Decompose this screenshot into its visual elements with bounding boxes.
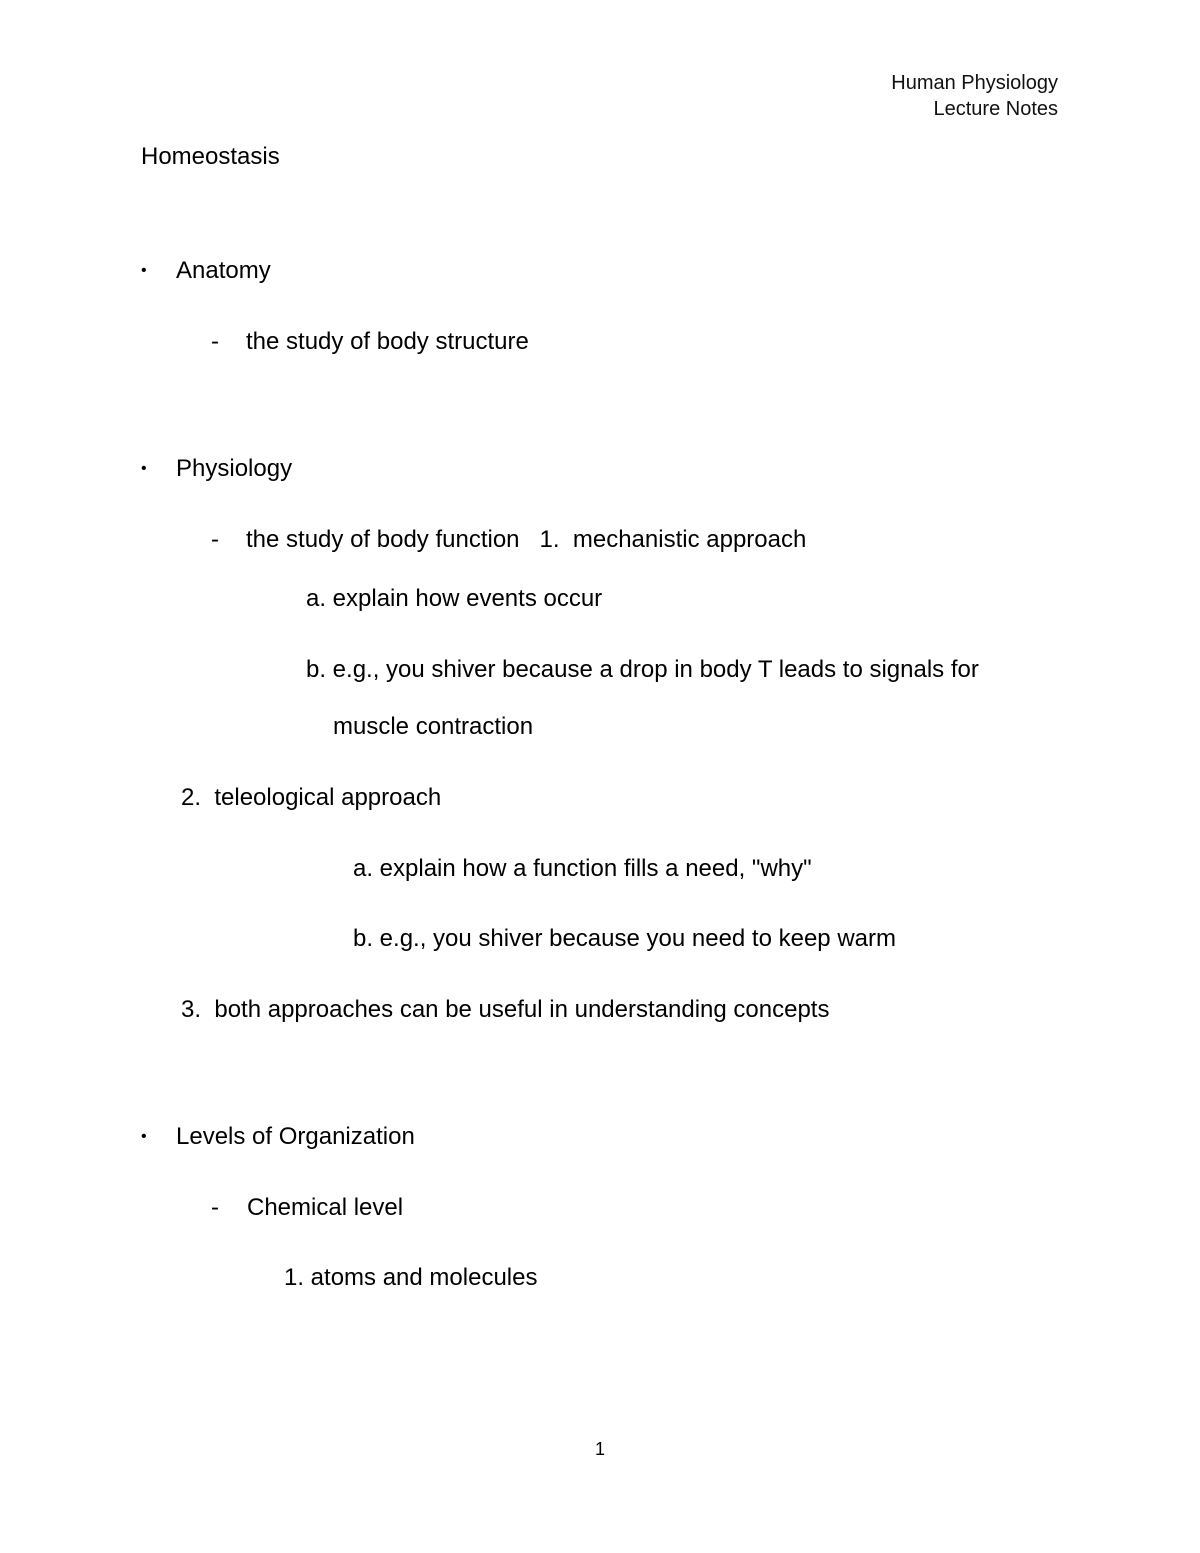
mechanistic-item-a: a. explain how events occur [306, 585, 603, 612]
anatomy-definition: the study of body structure [246, 328, 529, 355]
chemical-level: Chemical level [247, 1194, 404, 1221]
chemical-item-1: 1. atoms and molecules [284, 1264, 538, 1291]
dash-anatomy: - [211, 328, 219, 355]
teleological-item-a: a. explain how a function fills a need, "why" [353, 855, 812, 882]
physiology-definition: the study of body function 1. mechanistic approach [246, 526, 807, 553]
heading-levels-of-organization: Levels of Organization [176, 1123, 415, 1150]
mechanistic-item-b-line2: muscle contraction [333, 713, 534, 740]
heading-anatomy: Anatomy [176, 257, 271, 284]
dash-physiology: - [211, 526, 219, 553]
bullet-anatomy: • [141, 262, 147, 279]
teleological-item-b: b. e.g., you shiver because you need to keep warm [353, 925, 896, 952]
header-course-title: Human Physiology [891, 72, 1058, 94]
bullet-levels: • [141, 1128, 147, 1145]
page-title: Homeostasis [141, 143, 280, 170]
header-document-type: Lecture Notes [933, 98, 1058, 120]
dash-chemical: - [211, 1194, 219, 1221]
mechanistic-item-b-line1: b. e.g., you shiver because a drop in body T leads to signals for [306, 656, 979, 683]
teleological-approach: 2. teleological approach [181, 784, 442, 811]
page-number: 1 [594, 1439, 605, 1459]
heading-physiology: Physiology [176, 455, 293, 482]
both-approaches: 3. both approaches can be useful in understanding concepts [181, 996, 830, 1023]
bullet-physiology: • [141, 460, 147, 477]
